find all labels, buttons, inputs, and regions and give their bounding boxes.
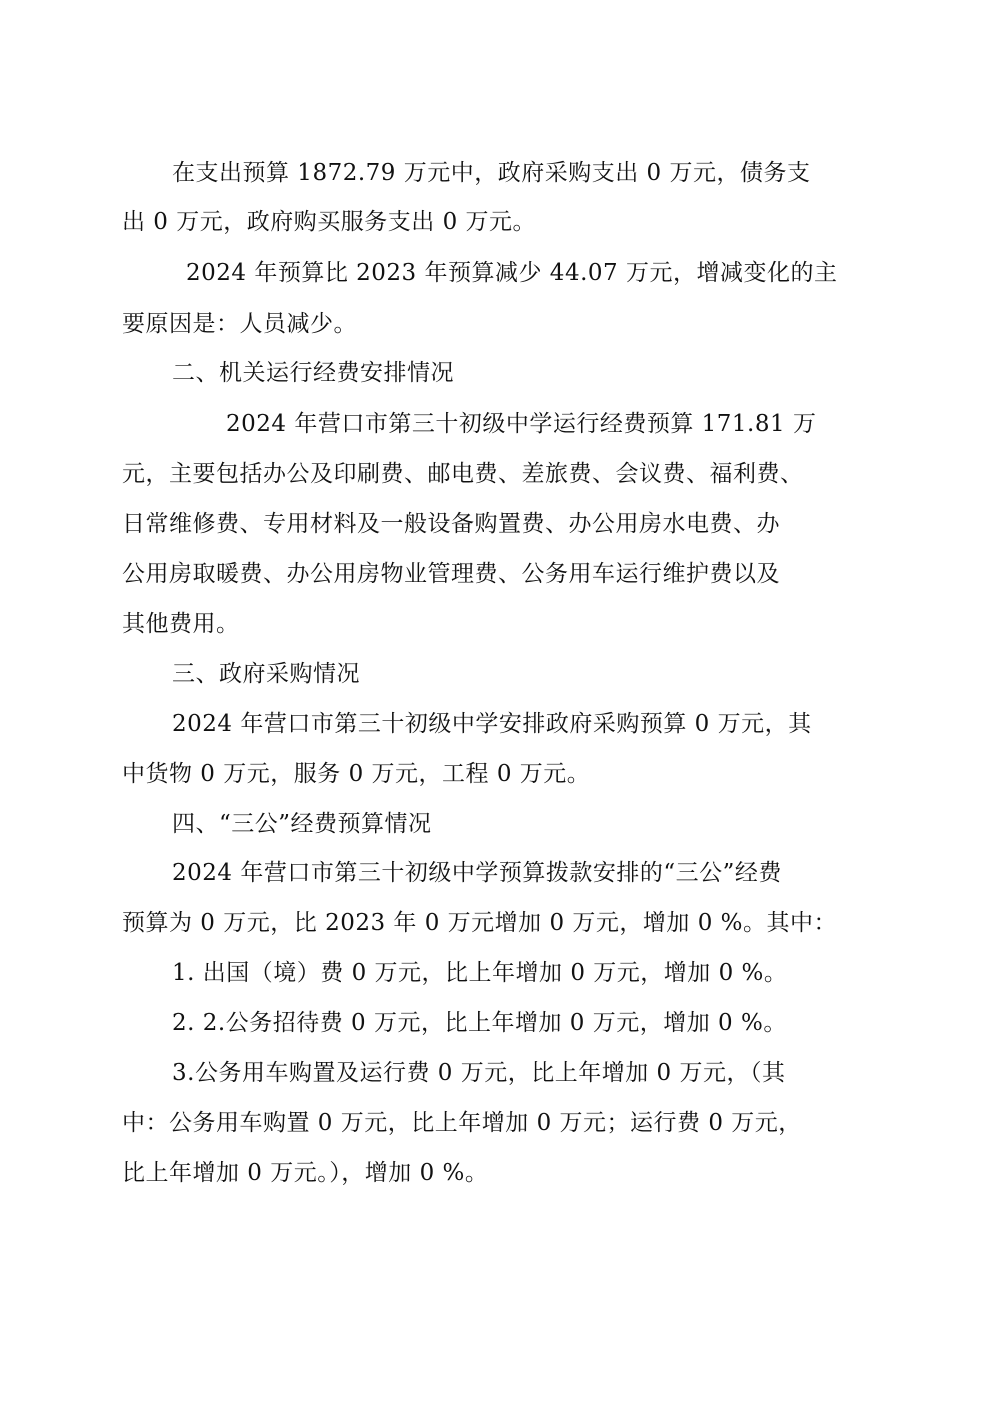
list-item-3: 3.公务用车购置及运行费 0 万元，比上年增加 0 万元，（其 [172,1060,786,1086]
paragraph-line-15: 2024 年营口市第三十初级中学预算拨款安排的“三公”经费 [172,860,782,886]
list-item-2: 2. 2.公务招待费 0 万元，比上年增加 0 万元，增加 0 %。 [172,1010,787,1036]
paragraph-line-12: 2024 年营口市第三十初级中学安排政府采购预算 0 万元，其 [172,711,812,737]
section-heading-4: 四、“三公”经费预算情况 [172,811,432,837]
paragraph-line-10: 其他费用。 [122,611,240,637]
list-item-1: 1. 出国（境）费 0 万元，比上年增加 0 万元，增加 0 %。 [172,960,788,986]
section-heading-3: 三、政府采购情况 [172,661,360,687]
paragraph-line-16: 预算为 0 万元，比 2023 年 0 万元增加 0 万元，增加 0 %。其中： [122,910,838,936]
paragraph-line-4: 要原因是：人员减少。 [122,311,357,337]
paragraph-line-1: 在支出预算 1872.79 万元中，政府采购支出 0 万元，债务支 [172,160,811,186]
paragraph-line-7: 元，主要包括办公及印刷费、邮电费、差旅费、会议费、福利费、 [122,461,804,487]
paragraph-line-13: 中货物 0 万元，服务 0 万元，工程 0 万元。 [122,761,591,787]
list-item-3-continued: 中：公务用车购置 0 万元，比上年增加 0 万元；运行费 0 万元， [122,1110,802,1136]
section-heading-2: 二、机关运行经费安排情况 [172,360,454,386]
paragraph-line-9: 公用房取暖费、办公用房物业管理费、公务用车运行维护费以及 [122,561,780,587]
list-item-3-end: 比上年增加 0 万元。），增加 0 %。 [122,1160,489,1186]
paragraph-line-6: 2024 年营口市第三十初级中学运行经费预算 171.81 万 [226,411,817,437]
paragraph-line-2: 出 0 万元，政府购买服务支出 0 万元。 [122,209,537,235]
paragraph-line-3: 2024 年预算比 2023 年预算减少 44.07 万元，增减变化的主 [186,260,838,286]
paragraph-line-8: 日常维修费、专用材料及一般设备购置费、办公用房水电费、办 [122,511,780,537]
